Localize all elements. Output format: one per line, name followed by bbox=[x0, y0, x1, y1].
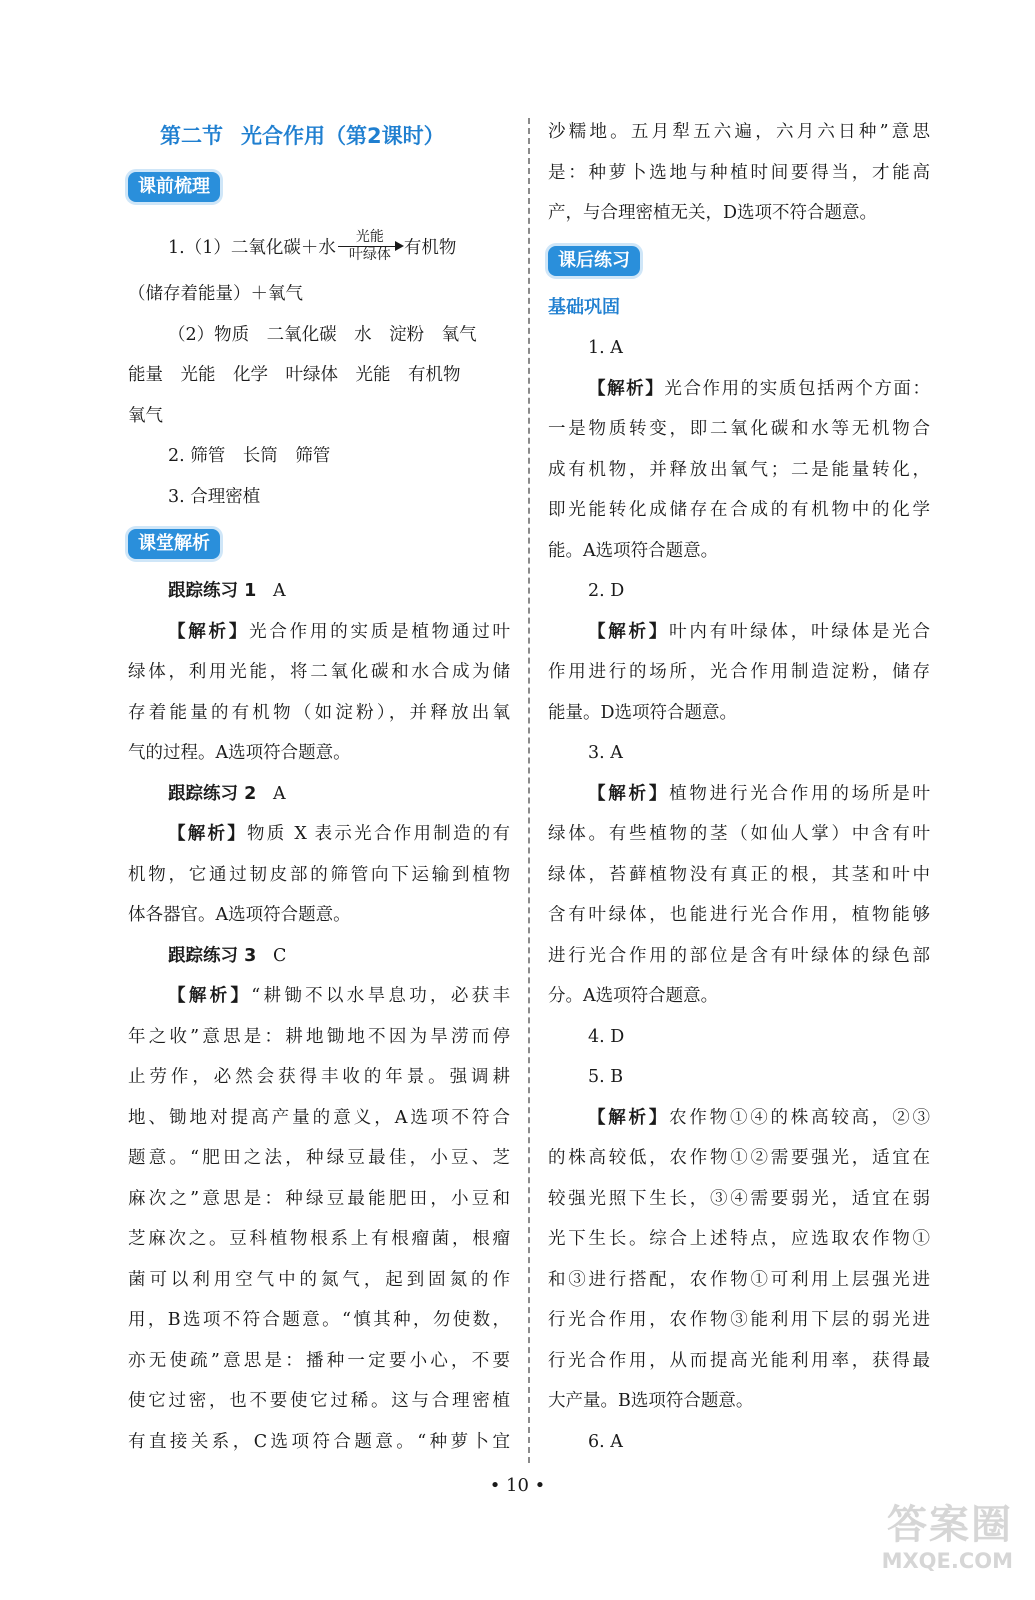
text-line: 分。A选项符合题意。 bbox=[548, 986, 719, 1006]
track-practice-3: 跟踪练习 3 C bbox=[168, 945, 287, 966]
text-line: 机物，它通过韧皮部的筛管向下运输到植物 bbox=[128, 864, 510, 885]
left-column bbox=[128, 112, 510, 1462]
text-line: 地、锄地对提高产量的意义，A选项不符合 bbox=[128, 1107, 510, 1128]
track-practice-1: 跟踪练习 1 A bbox=[168, 581, 286, 601]
text-line: 成有机物，并释放出氧气；二是能量转化， bbox=[548, 459, 930, 480]
text-line: 题意。“肥田之法，种绿豆最佳，小豆、芝 bbox=[128, 1148, 510, 1168]
text-line: 和③进行搭配，农作物①可利用上层强光进 bbox=[548, 1269, 930, 1290]
text-line: 【解析】“耕锄不以水旱息功，必获丰 bbox=[168, 986, 510, 1006]
text-line: 亦无使疏”意思是：播种一定要小心，不要 bbox=[128, 1350, 510, 1371]
text-line: 沙糯地。五月犁五六遍，六月六日种”意思 bbox=[548, 122, 930, 142]
watermark-logo bbox=[843, 1502, 1013, 1582]
text-line: 含有叶绿体，也能进行光合作用，植物能够 bbox=[548, 905, 930, 925]
subheading-basic: 基础巩固 bbox=[548, 296, 620, 318]
text-line: 能量。D选项符合题意。 bbox=[548, 702, 738, 723]
text-line: 绿体，苔藓植物没有真正的根，其茎和叶中 bbox=[548, 864, 930, 885]
arrow-condition-light: 光能 bbox=[355, 228, 384, 245]
text-line: 氧气 bbox=[128, 405, 163, 426]
text-line: 能量 光能 化学 叶绿体 光能 有机物 bbox=[128, 365, 461, 385]
answer-1: 1. A bbox=[588, 338, 623, 358]
badge-in-class: 课堂解析 bbox=[128, 529, 220, 559]
text-line: 光下生长。综合上述特点，应选取农作物① bbox=[548, 1229, 930, 1249]
answer-3: 3. A bbox=[588, 743, 623, 763]
equation-reactants: 1.（1）二氧化碳＋水 bbox=[168, 237, 336, 258]
text-line: 行光合作用，从而提高光能利用率，获得最 bbox=[548, 1350, 930, 1371]
text-line: 产，与合理密植无关，D选项不符合题意。 bbox=[548, 203, 878, 223]
text-line: 使它过密，也不要使它过稀。这与合理密植 bbox=[128, 1391, 510, 1411]
answer-4: 4. D bbox=[588, 1026, 625, 1047]
section-title bbox=[128, 112, 510, 160]
text-line: 绿体。有些植物的茎（如仙人掌）中含有叶 bbox=[548, 824, 930, 844]
arrow-right-icon bbox=[338, 246, 402, 247]
text-line: 麻次之”意思是：种绿豆最能肥田，小豆和 bbox=[128, 1188, 510, 1209]
text-line: 是：种萝卜选地与种植时间要得当，才能高 bbox=[548, 162, 930, 183]
text-line: 2. 筛管 长筒 筛管 bbox=[168, 446, 331, 466]
equation-product: 有机物 bbox=[403, 237, 457, 258]
text-line: 【解析】物质 X 表示光合作用制造的有 bbox=[168, 824, 510, 844]
text-line: 菌可以利用空气中的氮气，起到固氮的作 bbox=[128, 1269, 510, 1290]
track-practice-2: 跟踪练习 2 A bbox=[168, 783, 286, 804]
text-line: 行光合作用，农作物③能利用下层的弱光进 bbox=[548, 1310, 930, 1330]
answer-2: 2. D bbox=[588, 581, 625, 601]
text-line: 3. 合理密植 bbox=[168, 486, 261, 507]
text-line: 用，B选项不符合题意。“慎其种，勿使数， bbox=[128, 1310, 510, 1330]
text-line: 止劳作，必然会获得丰收的年景。强调耕 bbox=[128, 1067, 510, 1087]
text-line: 年之收”意思是：耕地锄地不因为旱涝而停 bbox=[128, 1026, 510, 1047]
text-line: 【解析】光合作用的实质包括两个方面： bbox=[588, 378, 930, 399]
text-line: 的株高较低，农作物①②需要强光，适宜在 bbox=[548, 1148, 930, 1168]
text-line: 一是物质转变，即二氧化碳和水等无机物合 bbox=[548, 419, 930, 439]
text-line: 即光能转化成储存在合成的有机物中的化学 bbox=[548, 500, 930, 520]
section-name: 光合作用（第2课时） bbox=[241, 124, 445, 148]
text-line: 绿体，利用光能，将二氧化碳和水合成为储 bbox=[128, 662, 510, 682]
text-line: 【解析】光合作用的实质是植物通过叶 bbox=[168, 621, 510, 642]
text-line: 体各器官。A选项符合题意。 bbox=[128, 905, 351, 925]
text-line: 【解析】农作物①④的株高较高，②③ bbox=[588, 1107, 930, 1128]
text-line: （2）物质 二氧化碳 水 淀粉 氧气 bbox=[168, 324, 477, 345]
equation-arrow bbox=[338, 229, 402, 264]
column-divider bbox=[528, 118, 530, 1463]
photosynthesis-equation bbox=[128, 218, 510, 274]
watermark-url: MXQE.COM bbox=[881, 1549, 1013, 1573]
answer-5: 5. B bbox=[588, 1067, 624, 1087]
arrow-condition-chloroplast: 叶绿体 bbox=[348, 246, 391, 263]
text-line: 作用进行的场所，光合作用制造淀粉，储存 bbox=[548, 662, 930, 682]
text-line: 大产量。B选项符合题意。 bbox=[548, 1391, 754, 1411]
watermark-logo-text: 答案圈 bbox=[887, 1502, 1013, 1548]
page-number: • 10 • bbox=[489, 1475, 546, 1496]
text-line: 能。A选项符合题意。 bbox=[548, 540, 719, 561]
text-line: 气的过程。A选项符合题意。 bbox=[128, 743, 351, 763]
text-line: 存着能量的有机物（如淀粉），并释放出氧 bbox=[128, 702, 510, 723]
section-number: 第二节 bbox=[160, 124, 223, 148]
text-line: 芝麻次之。豆科植物根系上有根瘤菌，根瘤 bbox=[128, 1229, 510, 1249]
text-line: 【解析】叶内有叶绿体，叶绿体是光合 bbox=[588, 621, 930, 642]
text-line: 有直接关系，C选项符合题意。“种萝卜宜 bbox=[128, 1431, 510, 1452]
text-line: 【解析】植物进行光合作用的场所是叶 bbox=[588, 783, 930, 804]
answer-6: 6. A bbox=[588, 1431, 623, 1452]
right-column bbox=[548, 112, 930, 1462]
badge-after-class: 课后练习 bbox=[548, 246, 640, 276]
text-line: 进行光合作用的部位是含有叶绿体的绿色部 bbox=[548, 945, 930, 966]
text-line: 较强光照下生长，③④需要弱光，适宜在弱 bbox=[548, 1188, 930, 1209]
badge-pre-class: 课前梳理 bbox=[128, 172, 220, 202]
text-line: （储存着能量）＋氧气 bbox=[128, 284, 303, 304]
